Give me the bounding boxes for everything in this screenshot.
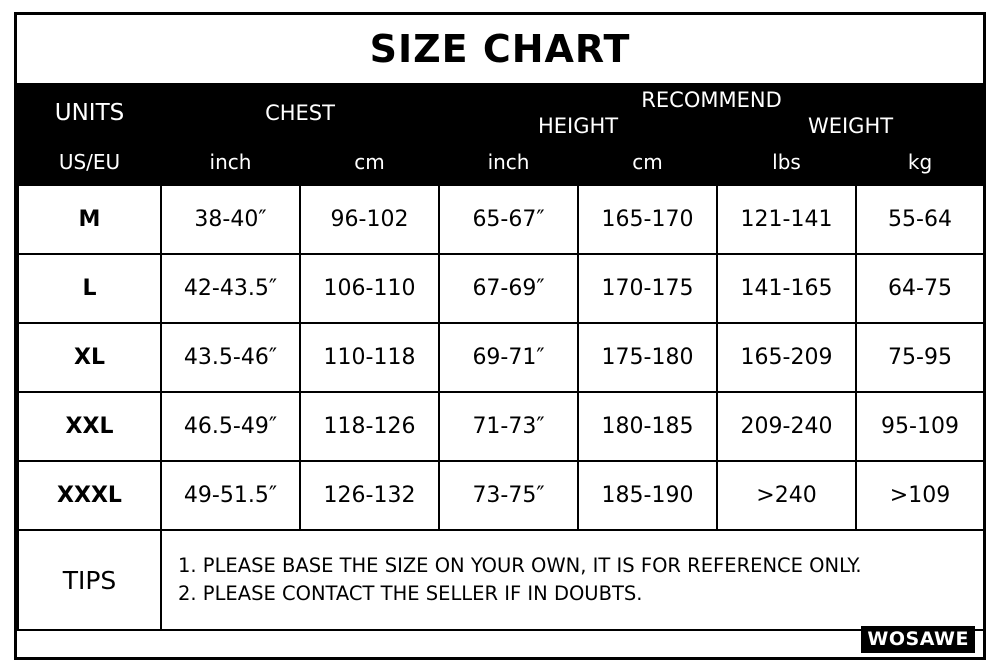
header-height-cm: cm: [578, 139, 717, 185]
header-height: HEIGHT: [439, 113, 717, 139]
cell-weight-lbs: 165-209: [717, 323, 856, 392]
cell-height-inch: 65-67″: [439, 185, 578, 254]
header-recommend: RECOMMEND: [439, 87, 984, 113]
chart-frame: [14, 12, 986, 660]
cell-size: XXXL: [18, 461, 161, 530]
table-row: [18, 392, 984, 461]
cell-chest-inch: 46.5-49″: [161, 392, 300, 461]
cell-chest-cm: 118-126: [300, 392, 439, 461]
table-header-row-3: [18, 139, 984, 185]
cell-height-cm: 175-180: [578, 323, 717, 392]
cell-weight-kg: 64-75: [856, 254, 984, 323]
table-row: [18, 323, 984, 392]
cell-height-inch: 73-75″: [439, 461, 578, 530]
cell-chest-cm: 110-118: [300, 323, 439, 392]
header-weight: WEIGHT: [717, 113, 984, 139]
header-us-eu: US/EU: [18, 139, 161, 185]
cell-chest-cm: 96-102: [300, 185, 439, 254]
cell-weight-lbs: >240: [717, 461, 856, 530]
cell-height-inch: 67-69″: [439, 254, 578, 323]
cell-chest-inch: 38-40″: [161, 185, 300, 254]
tips-line-2: 2. PLEASE CONTACT THE SELLER IF IN DOUBTS.: [178, 582, 643, 605]
cell-chest-inch: 43.5-46″: [161, 323, 300, 392]
cell-weight-lbs: 209-240: [717, 392, 856, 461]
tips-text: [161, 530, 984, 630]
cell-chest-cm: 106-110: [300, 254, 439, 323]
title-bar: [17, 15, 983, 86]
table-row: [18, 185, 984, 254]
cell-weight-lbs: 121-141: [717, 185, 856, 254]
cell-size: M: [18, 185, 161, 254]
cell-weight-lbs: 141-165: [717, 254, 856, 323]
cell-height-cm: 165-170: [578, 185, 717, 254]
size-chart-table: [17, 86, 985, 631]
tips-row: [18, 530, 984, 630]
cell-height-inch: 69-71″: [439, 323, 578, 392]
page-title: SIZE CHART: [369, 27, 631, 71]
table-row: [18, 254, 984, 323]
cell-weight-kg: 95-109: [856, 392, 984, 461]
header-weight-lbs: lbs: [717, 139, 856, 185]
header-chest-cm: cm: [300, 139, 439, 185]
cell-chest-inch: 42-43.5″: [161, 254, 300, 323]
cell-size: XL: [18, 323, 161, 392]
cell-chest-cm: 126-132: [300, 461, 439, 530]
cell-chest-inch: 49-51.5″: [161, 461, 300, 530]
brand-logo: WOSAWE: [861, 626, 975, 653]
cell-height-cm: 185-190: [578, 461, 717, 530]
table-header-row-1: [18, 87, 984, 113]
header-weight-kg: kg: [856, 139, 984, 185]
cell-weight-kg: >109: [856, 461, 984, 530]
header-chest-inch: inch: [161, 139, 300, 185]
cell-height-cm: 180-185: [578, 392, 717, 461]
cell-height-cm: 170-175: [578, 254, 717, 323]
cell-size: L: [18, 254, 161, 323]
cell-weight-kg: 55-64: [856, 185, 984, 254]
tips-label: TIPS: [18, 530, 161, 630]
header-units: UNITS: [18, 87, 161, 139]
header-height-inch: inch: [439, 139, 578, 185]
table-row: [18, 461, 984, 530]
tips-line-1: 1. PLEASE BASE THE SIZE ON YOUR OWN, IT IS FOR REFERENCE ONLY.: [178, 553, 862, 577]
header-chest: CHEST: [161, 87, 439, 139]
cell-size: XXL: [18, 392, 161, 461]
cell-height-inch: 71-73″: [439, 392, 578, 461]
cell-weight-kg: 75-95: [856, 323, 984, 392]
